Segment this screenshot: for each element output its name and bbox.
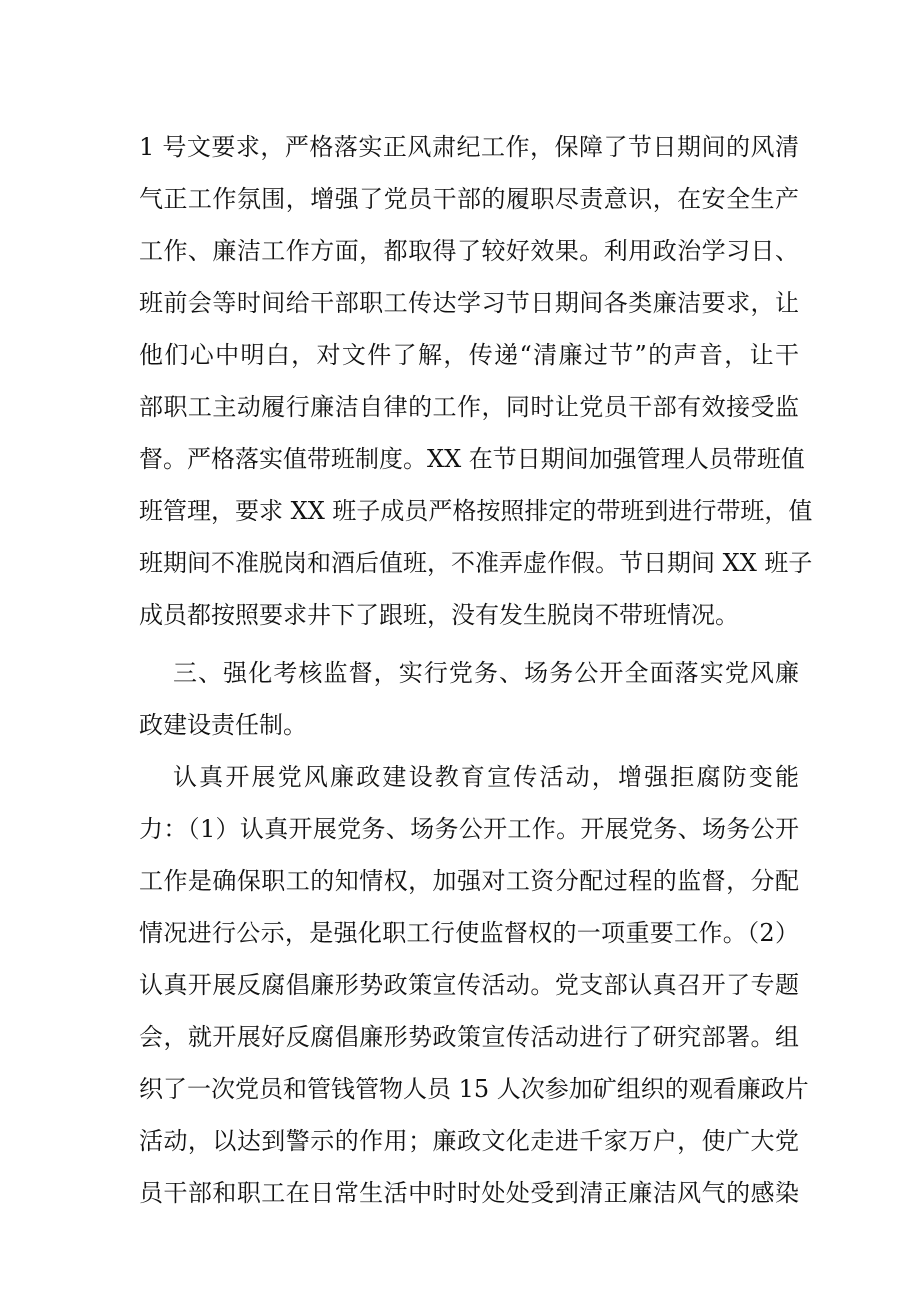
paragraph-2-line-3: 工作是确保职工的知情权，加强对工资分配过程的监督，分配 — [139, 867, 799, 895]
paragraph-1-line-2: 气正工作氛围，增强了党员干部的履职尽责意识，在安全生产 — [139, 185, 799, 213]
section-heading-line-1: 三、强化考核监督，实行党务、场务公开全面落实党风廉 — [173, 659, 799, 687]
paragraph-2-line-5: 认真开展反腐倡廉形势政策宣传活动。党支部认真召开了专题 — [139, 971, 799, 999]
paragraph-2-line-6: 会，就开展好反腐倡廉形势政策宣传活动进行了研究部署。组 — [139, 1023, 799, 1051]
paragraph-2-line-7: 织了一次党员和管钱管物人员 15 人次参加矿组织的观看廉政片 — [139, 1075, 809, 1103]
paragraph-2-line-8: 活动，以达到警示的作用；廉政文化走进千家万户，使广大党 — [139, 1127, 799, 1155]
paragraph-2-line-4: 情况进行公示，是强化职工行使监督权的一项重要工作。（2） — [139, 919, 799, 947]
paragraph-2-line-1: 认真开展党风廉政建设教育宣传活动，增强拒腐防变能 — [173, 763, 799, 791]
paragraph-2-line-9: 员干部和职工在日常生活中时时处处受到清正廉洁风气的感染 — [139, 1179, 799, 1207]
paragraph-1-line-10: 成员都按照要求井下了跟班，没有发生脱岗不带班情况。 — [139, 601, 739, 629]
paragraph-1-line-8: 班管理，要求 XX 班子成员严格按照排定的带班到进行带班，值 — [139, 497, 813, 525]
paragraph-1-line-3: 工作、廉洁工作方面，都取得了较好效果。利用政治学习日、 — [139, 237, 799, 265]
paragraph-1-line-5: 他们心中明白，对文件了解，传递“清廉过节”的声音，让干 — [139, 341, 799, 369]
paragraph-1-line-4: 班前会等时间给干部职工传达学习节日期间各类廉洁要求，让 — [139, 289, 799, 317]
paragraph-1-line-7: 督。严格落实值带班制度。XX 在节日期间加强管理人员带班值 — [139, 445, 805, 473]
paragraph-1-line-9: 班期间不准脱岗和酒后值班，不准弄虚作假。节日期间 XX 班子 — [139, 549, 813, 577]
section-heading-line-2: 政建设责任制。 — [139, 711, 307, 739]
paragraph-1-line-6: 部职工主动履行廉洁自律的工作，同时让党员干部有效接受监 — [139, 393, 799, 421]
paragraph-1-line-1: 1 号文要求，严格落实正风肃纪工作，保障了节日期间的风清 — [139, 133, 799, 161]
paragraph-2-line-2: 力：（1）认真开展党务、场务公开工作。开展党务、场务公开 — [139, 815, 799, 843]
